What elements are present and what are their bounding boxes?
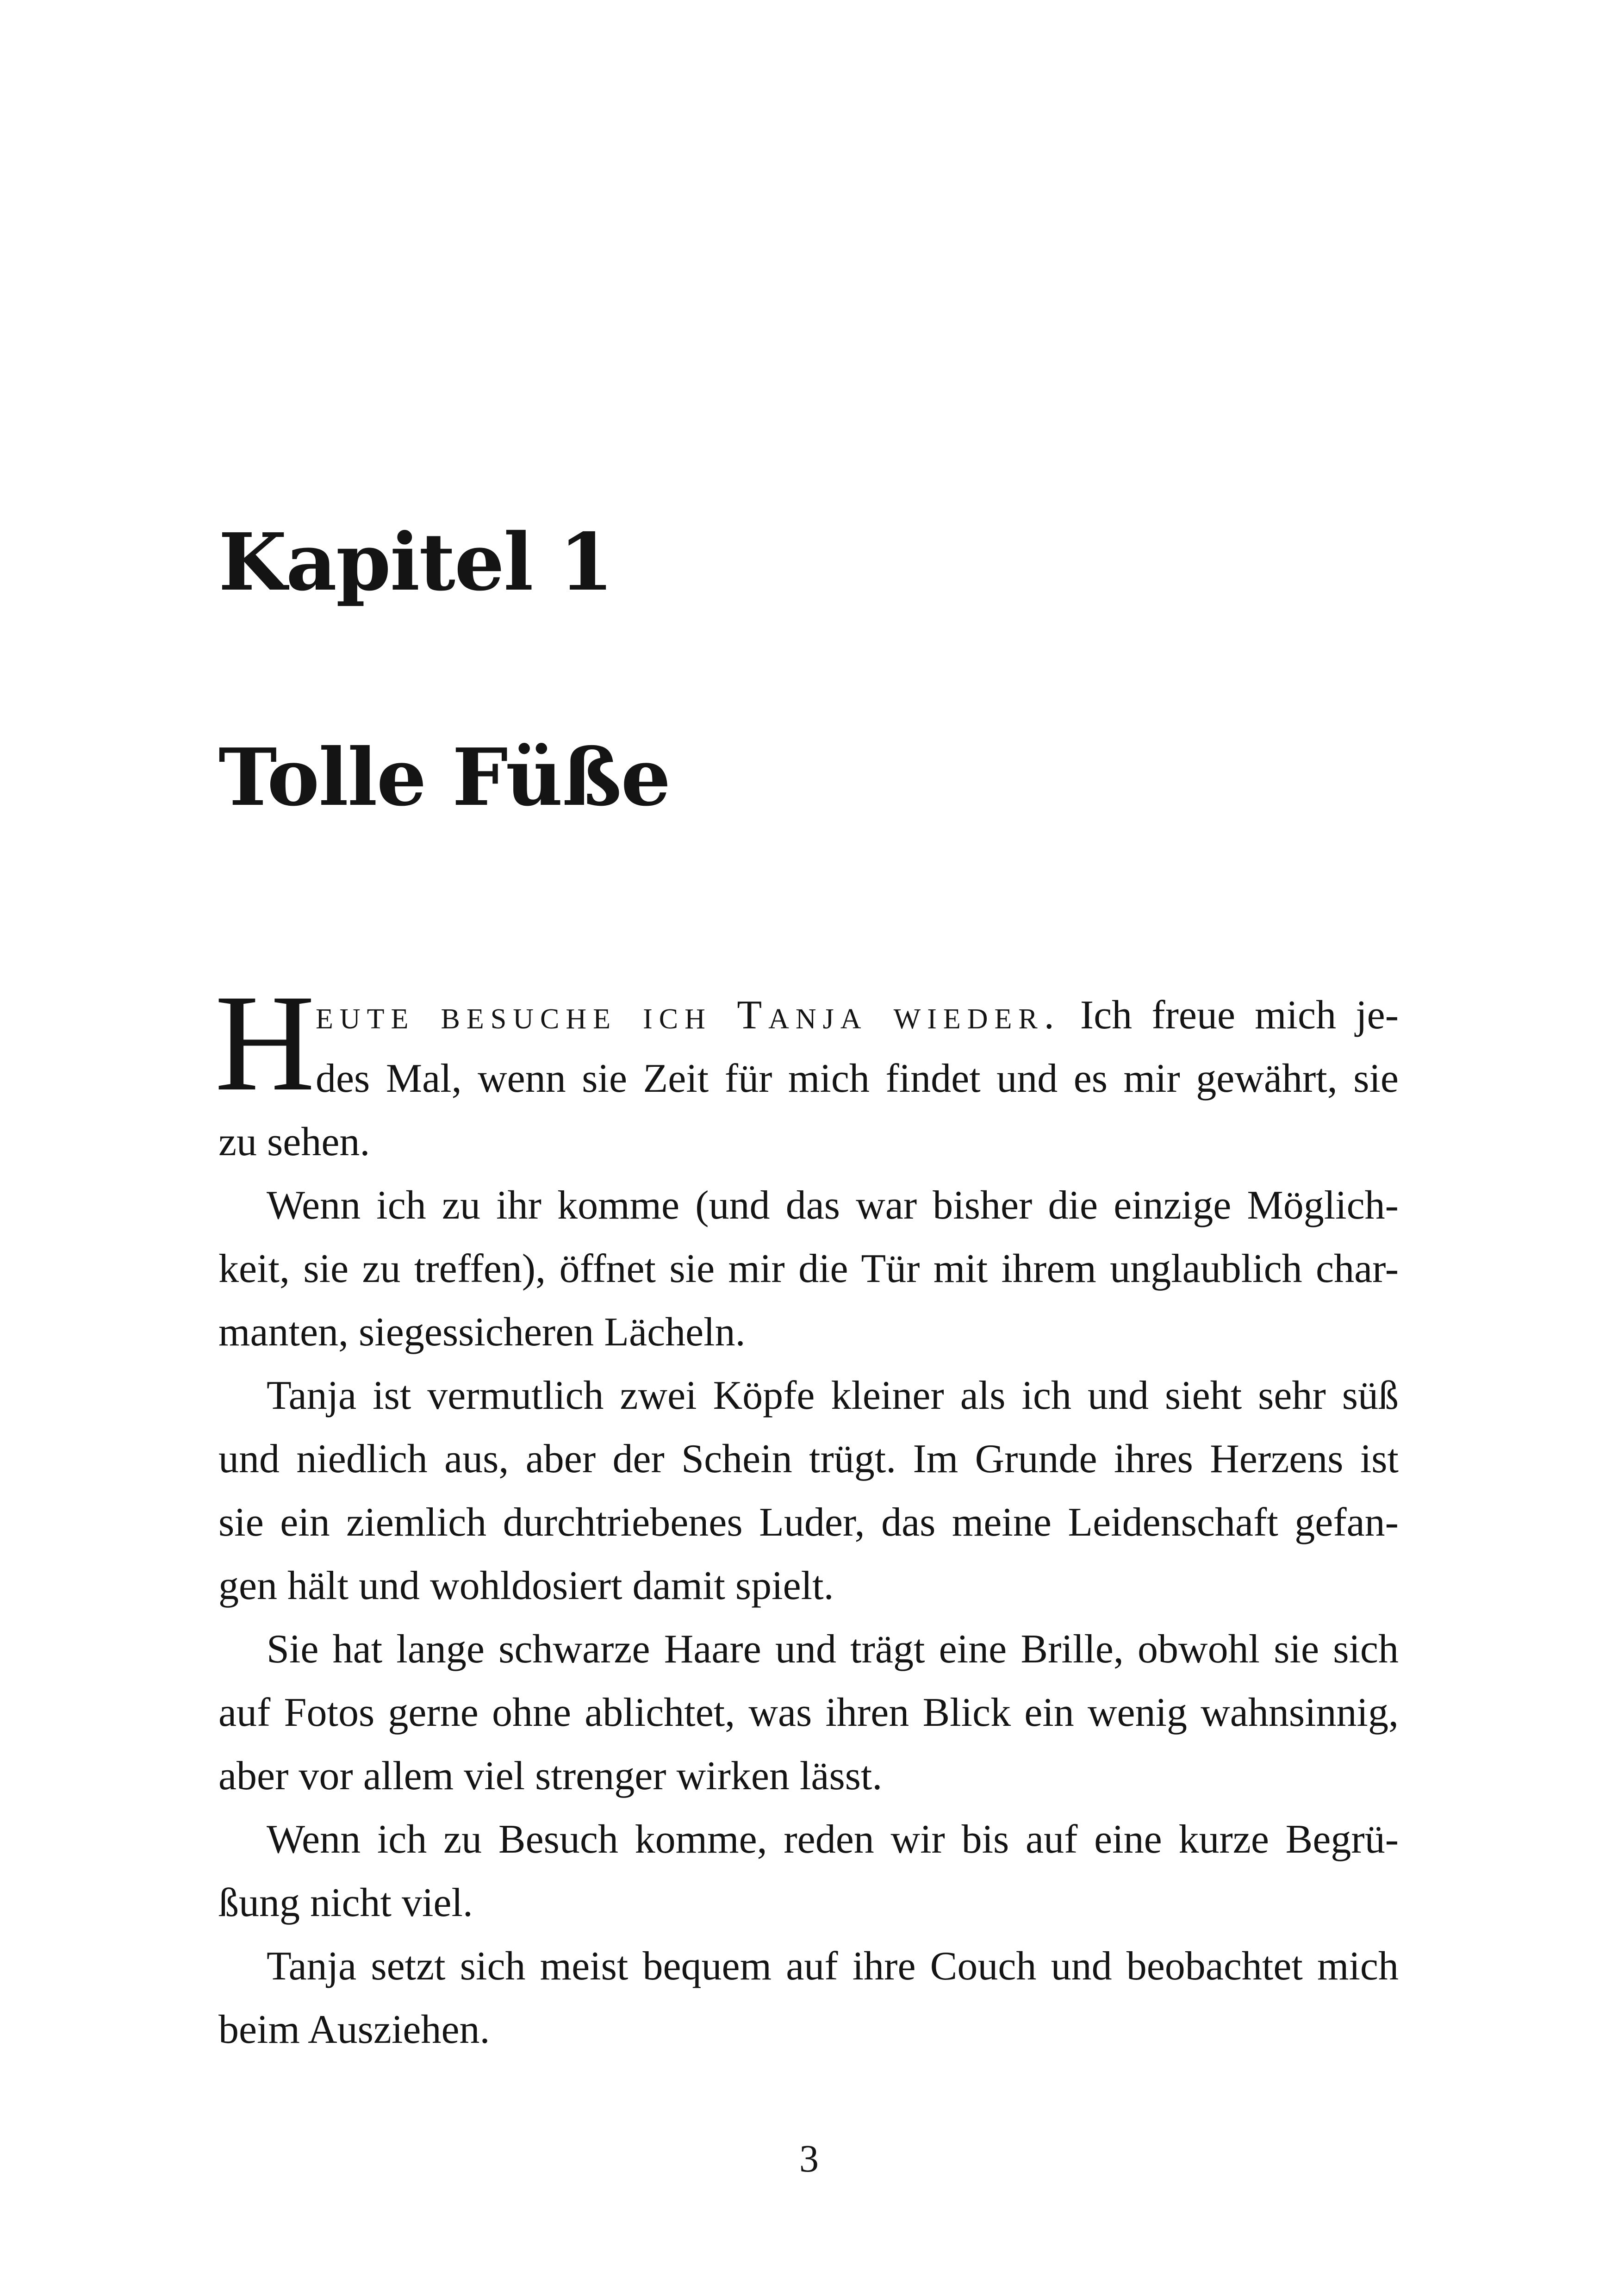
text-line: ßung nicht viel.	[218, 1880, 473, 1925]
paragraph	[218, 1935, 1399, 2061]
text-line: beim Ausziehen.	[218, 2007, 490, 2052]
text-line: Tanja ist vermutlich zwei Köpfe kleiner als ich und sieht sehr süß	[267, 1373, 1399, 1418]
chapter-title-heading: Tolle Füße	[218, 731, 670, 824]
text-line: und niedlich aus, aber der Schein trügt. Im Grunde ihres Herzens ist	[218, 1437, 1399, 1481]
page-number: 3	[799, 2137, 819, 2180]
text-line: Wenn ich zu Besuch komme, reden wir bis auf eine kurze Begrü-	[267, 1817, 1399, 1862]
text-line: auf Fotos gerne ohne ablichtet, was ihren Blick ein wenig wahnsinnig,	[218, 1690, 1399, 1735]
paragraph	[218, 1364, 1399, 1618]
text-line: aber vor allem viel strenger wirken lässt.	[218, 1754, 883, 1798]
text-line: des Mal, wenn sie Zeit für mich findet und es mir gewährt, sie	[316, 1056, 1399, 1101]
paragraph	[218, 1618, 1399, 1808]
chapter-number-heading: Kapitel 1	[218, 516, 613, 609]
text-line: sie ein ziemlich durchtriebenes Luder, das meine Leidenschaft gefan-	[218, 1500, 1399, 1545]
first-paragraph	[215, 966, 1399, 1174]
paragraph	[218, 1174, 1399, 1364]
text-line: Tanja setzt sich meist bequem auf ihre Couch und beobachtet mich	[267, 1944, 1399, 1989]
text-line: keit, sie zu treffen), öffnet sie mir die Tür mit ihrem unglaublich char-	[218, 1246, 1399, 1291]
text-line: Wenn ich zu ihr komme (und das war bisher die einzige Möglich-	[267, 1183, 1399, 1228]
text-line: manten, siegessicheren Lächeln.	[218, 1310, 746, 1355]
opening-smallcaps: eute besuche ich Tanja wieder.	[316, 993, 1061, 1038]
text-line: gen hält und wohldosiert damit spielt.	[218, 1563, 834, 1608]
paragraph	[218, 1808, 1399, 1935]
text-line	[218, 983, 1399, 1047]
text-line: Sie hat lange schwarze Haare und trägt eine Brille, obwohl sie sich	[267, 1627, 1399, 1672]
text-line: zu sehen.	[218, 1120, 370, 1164]
line-text: Ich freue mich je-	[1060, 993, 1399, 1038]
drop-cap-letter: H	[215, 966, 315, 1120]
body-text	[215, 966, 1399, 2061]
